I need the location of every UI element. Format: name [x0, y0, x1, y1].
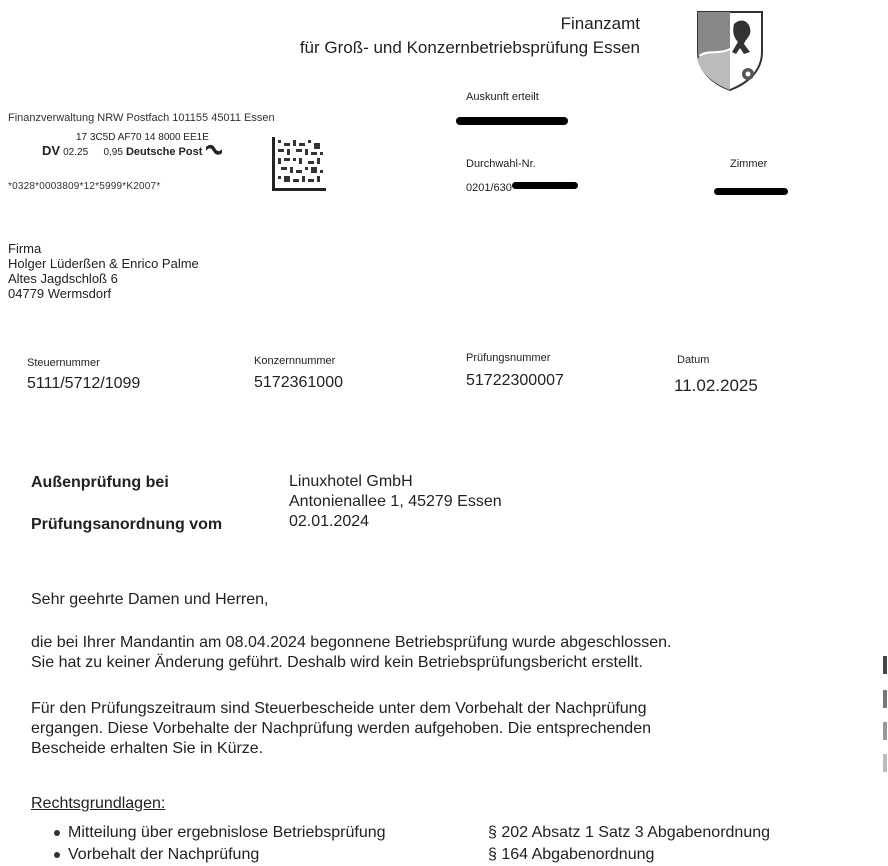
- konzernnummer-value: 5172361000: [254, 374, 343, 391]
- durchwahl-value: 0201/630: [466, 182, 512, 194]
- paragraph-1: [31, 633, 671, 673]
- post-horn-icon: [205, 144, 223, 156]
- paragraph-2: [31, 699, 651, 759]
- nrw-coat-of-arms-icon: [694, 8, 766, 92]
- recipient-line-3: Altes Jagdschloß 6: [8, 271, 118, 286]
- legal-item-paragraph: § 164 Abgabenordnung: [488, 846, 655, 863]
- recipient-line-2: Holger Lüderßen & Enrico Palme: [8, 256, 199, 271]
- steuernummer-value: 5111/5712/1099: [27, 375, 141, 392]
- company-name: Linuxhotel GmbH: [289, 473, 413, 490]
- office-line-1: Finanzamt: [560, 14, 640, 33]
- pruefungsnummer-label: Prüfungsnummer: [466, 352, 551, 364]
- legal-item-label: Mitteilung über ergebnislose Betriebsprüfung: [50, 822, 386, 844]
- datum-label: Datum: [677, 354, 710, 366]
- recipient-line-4: 04779 Wermsdorf: [8, 286, 112, 301]
- salutation: Sehr geehrte Damen und Herren,: [31, 591, 269, 608]
- order-label: Prüfungsanordnung vom: [31, 516, 223, 533]
- paragraph-2-line-1: Für den Prüfungszeitraum sind Steuerbescheide unter dem Vorbehalt der Nachprüfung: [31, 700, 647, 717]
- redaction-bar: [512, 182, 578, 189]
- legal-list: [50, 822, 386, 866]
- steuernummer-label: Steuernummer: [27, 357, 100, 369]
- franking-carrier: Deutsche Post: [125, 146, 203, 158]
- paragraph-1-line-2: Sie hat zu keiner Änderung geführt. Deshalb wird kein Betriebsprüfungsbericht erstellt.: [31, 654, 643, 671]
- order-date: 02.01.2024: [289, 513, 370, 530]
- scan-edge-mark: [883, 690, 887, 708]
- scan-edge-mark: [883, 722, 887, 740]
- legal-heading: Rechtsgrundlagen:: [31, 795, 166, 812]
- franking-mark: [42, 132, 223, 159]
- legal-paragraphs: [488, 822, 770, 866]
- datamatrix-code-icon: [272, 137, 326, 191]
- durchwahl-label: Durchwahl-Nr.: [466, 158, 536, 170]
- recipient-line-1: Firma: [8, 241, 42, 256]
- redaction-bar: [714, 188, 788, 195]
- scan-edge-mark: [883, 656, 887, 674]
- scan-edge-mark: [883, 754, 887, 772]
- datum-value: 11.02.2025: [674, 376, 758, 395]
- legal-item-label: Vorbehalt der Nachprüfung: [50, 844, 386, 866]
- paragraph-2-line-2: ergangen. Diese Vorbehalte der Nachprüfung werden aufgehoben. Die entsprechenden: [31, 720, 651, 737]
- barcode-text: *0328*0003809*12*5999*K2007*: [8, 181, 161, 192]
- paragraph-1-line-1: die bei Ihrer Mandantin am 08.04.2024 begonnene Betriebsprüfung wurde abgeschlossen.: [31, 634, 672, 651]
- auskunft-label: Auskunft erteilt: [466, 91, 539, 103]
- paragraph-2-line-3: Bescheide erhalten Sie in Kürze.: [31, 740, 264, 757]
- office-heading: [300, 12, 640, 60]
- pruefungsnummer-value: 51722300007: [466, 372, 564, 389]
- konzernnummer-label: Konzernnummer: [254, 355, 336, 367]
- subject-company: [289, 472, 502, 532]
- redaction-bar: [456, 117, 568, 125]
- office-line-2: für Groß- und Konzernbetriebsprüfung Essen: [299, 38, 640, 57]
- franking-date: 02.25: [63, 147, 89, 158]
- zimmer-label: Zimmer: [730, 158, 768, 170]
- company-address: Antonienallee 1, 45279 Essen: [289, 493, 502, 510]
- franking-amount: 0,95: [103, 147, 123, 158]
- franking-dv: DV: [42, 143, 61, 158]
- audit-label: Außenprüfung bei: [31, 474, 169, 491]
- return-address: Finanzverwaltung NRW Postfach 101155 45011 Essen: [8, 112, 275, 124]
- legal-item-paragraph: § 202 Absatz 1 Satz 3 Abgabenordnung: [488, 824, 771, 841]
- franking-code: 17 3C5D AF70 14 8000 EE1E: [76, 132, 209, 143]
- recipient-address: [8, 241, 199, 301]
